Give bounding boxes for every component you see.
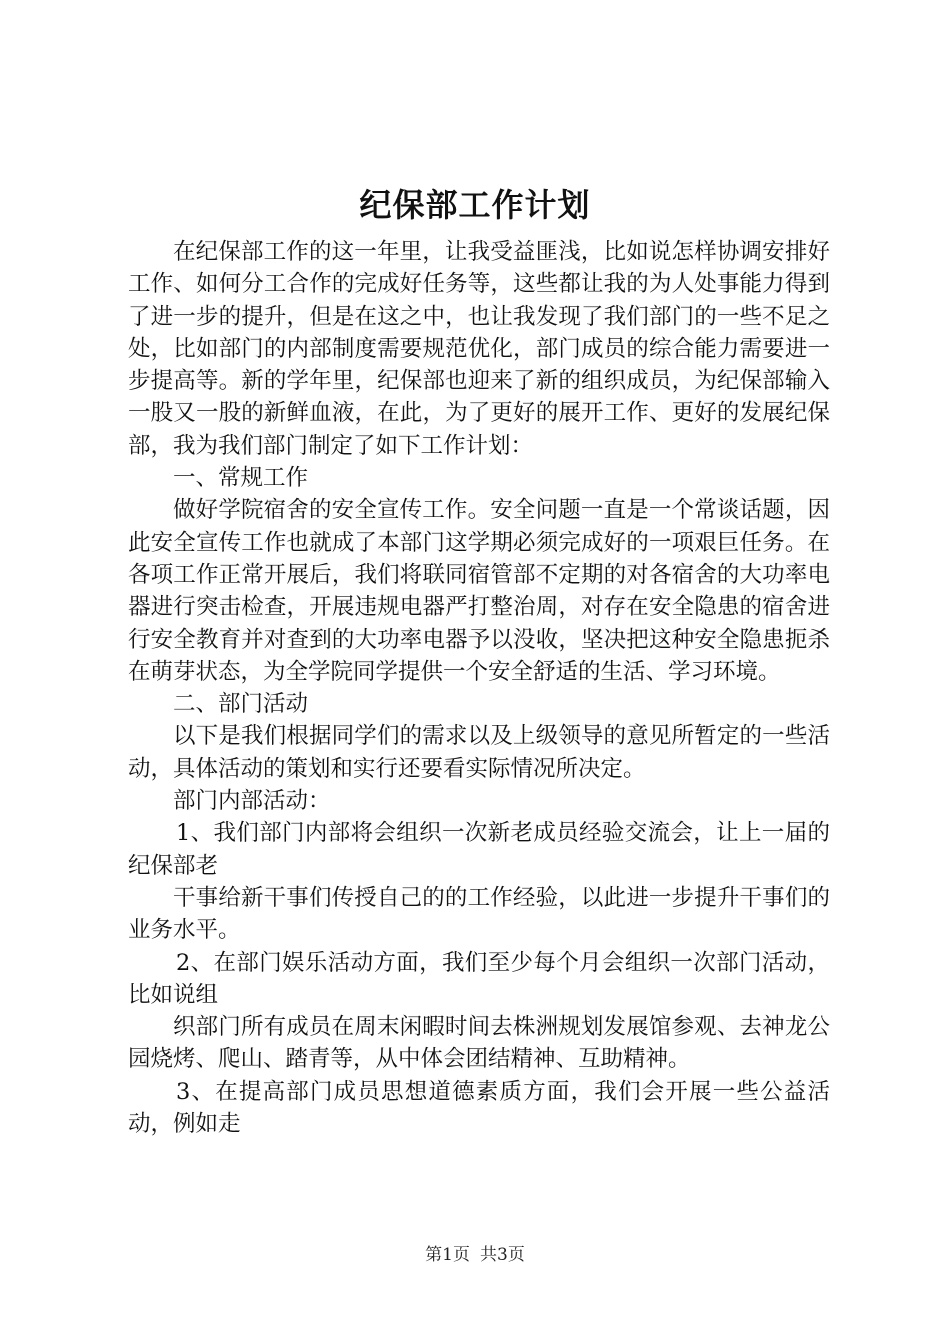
list-item-2-continued: 织部门所有成员在周末闲暇时间去株洲规划发展馆参观、去神龙公园烧烤、爬山、踏青等，从中体会团结精神、互助精神。 [128,1014,830,1073]
page-footer [0,1243,950,1267]
subheading-internal-activities: 部门内部活动： [173,788,331,815]
list-item-1: 1、我们部门内部将会组织一次新老成员经验交流会，让上一届的纪保部老 [128,820,830,879]
page-number: 第1页 [425,1245,470,1265]
paragraph-safety-publicity: 做好学院宿舍的安全宣传工作。安全问题一直是一个常谈话题，因此安全宣传工作也就成了本部门这学期必须完成好的一项艰巨任务。在各项工作正常开展后，我们将联同宿管部不定期的对各宿舍的大功率电器进行突击检查，开展违规电器严打整治周，对存在安全隐患的宿舍进行安全教育并对查到的大功率电器予以没收，坚决把这种安全隐患扼杀在萌芽状态，为全学院同学提供一个安全舒适的生活、学习环境。 [128,497,830,685]
page-total: 共3页 [480,1245,525,1265]
document-title: 纪保部工作计划 [359,186,591,224]
paragraph-activities-intro: 以下是我们根据同学们的需求以及上级领导的意见所暂定的一些活动，具体活动的策划和实行还要看实际情况所决定。 [128,723,830,782]
section-heading-department-activities: 二、部门活动 [173,691,309,718]
list-item-2: 2、在部门娱乐活动方面，我们至少每个月会组织一次部门活动，比如说组 [128,949,830,1008]
section-heading-routine-work: 一、常规工作 [173,465,309,492]
paragraph-intro: 在纪保部工作的这一年里，让我受益匪浅，比如说怎样协调安排好工作、如何分工合作的完成好任务等，这些都让我的为人处事能力得到了进一步的提升，但是在这之中，也让我发现了我们部门的一些不足之处，比如部门的内部制度需要规范优化，部门成员的综合能力需要进一步提高等。新的学年里，纪保部也迎来了新的组织成员，为纪保部输入一股又一股的新鲜血液，在此，为了更好的展开工作、更好的发展纪保部，我为我们部门制定了如下工作计划： [128,239,830,459]
list-item-1-continued: 干事给新干事们传授自己的的工作经验，以此进一步提升干事们的业务水平。 [128,884,830,944]
document-body [128,236,830,1140]
list-item-3: 3、在提高部门成员思想道德素质方面，我们会开展一些公益活动，例如走 [128,1078,830,1138]
